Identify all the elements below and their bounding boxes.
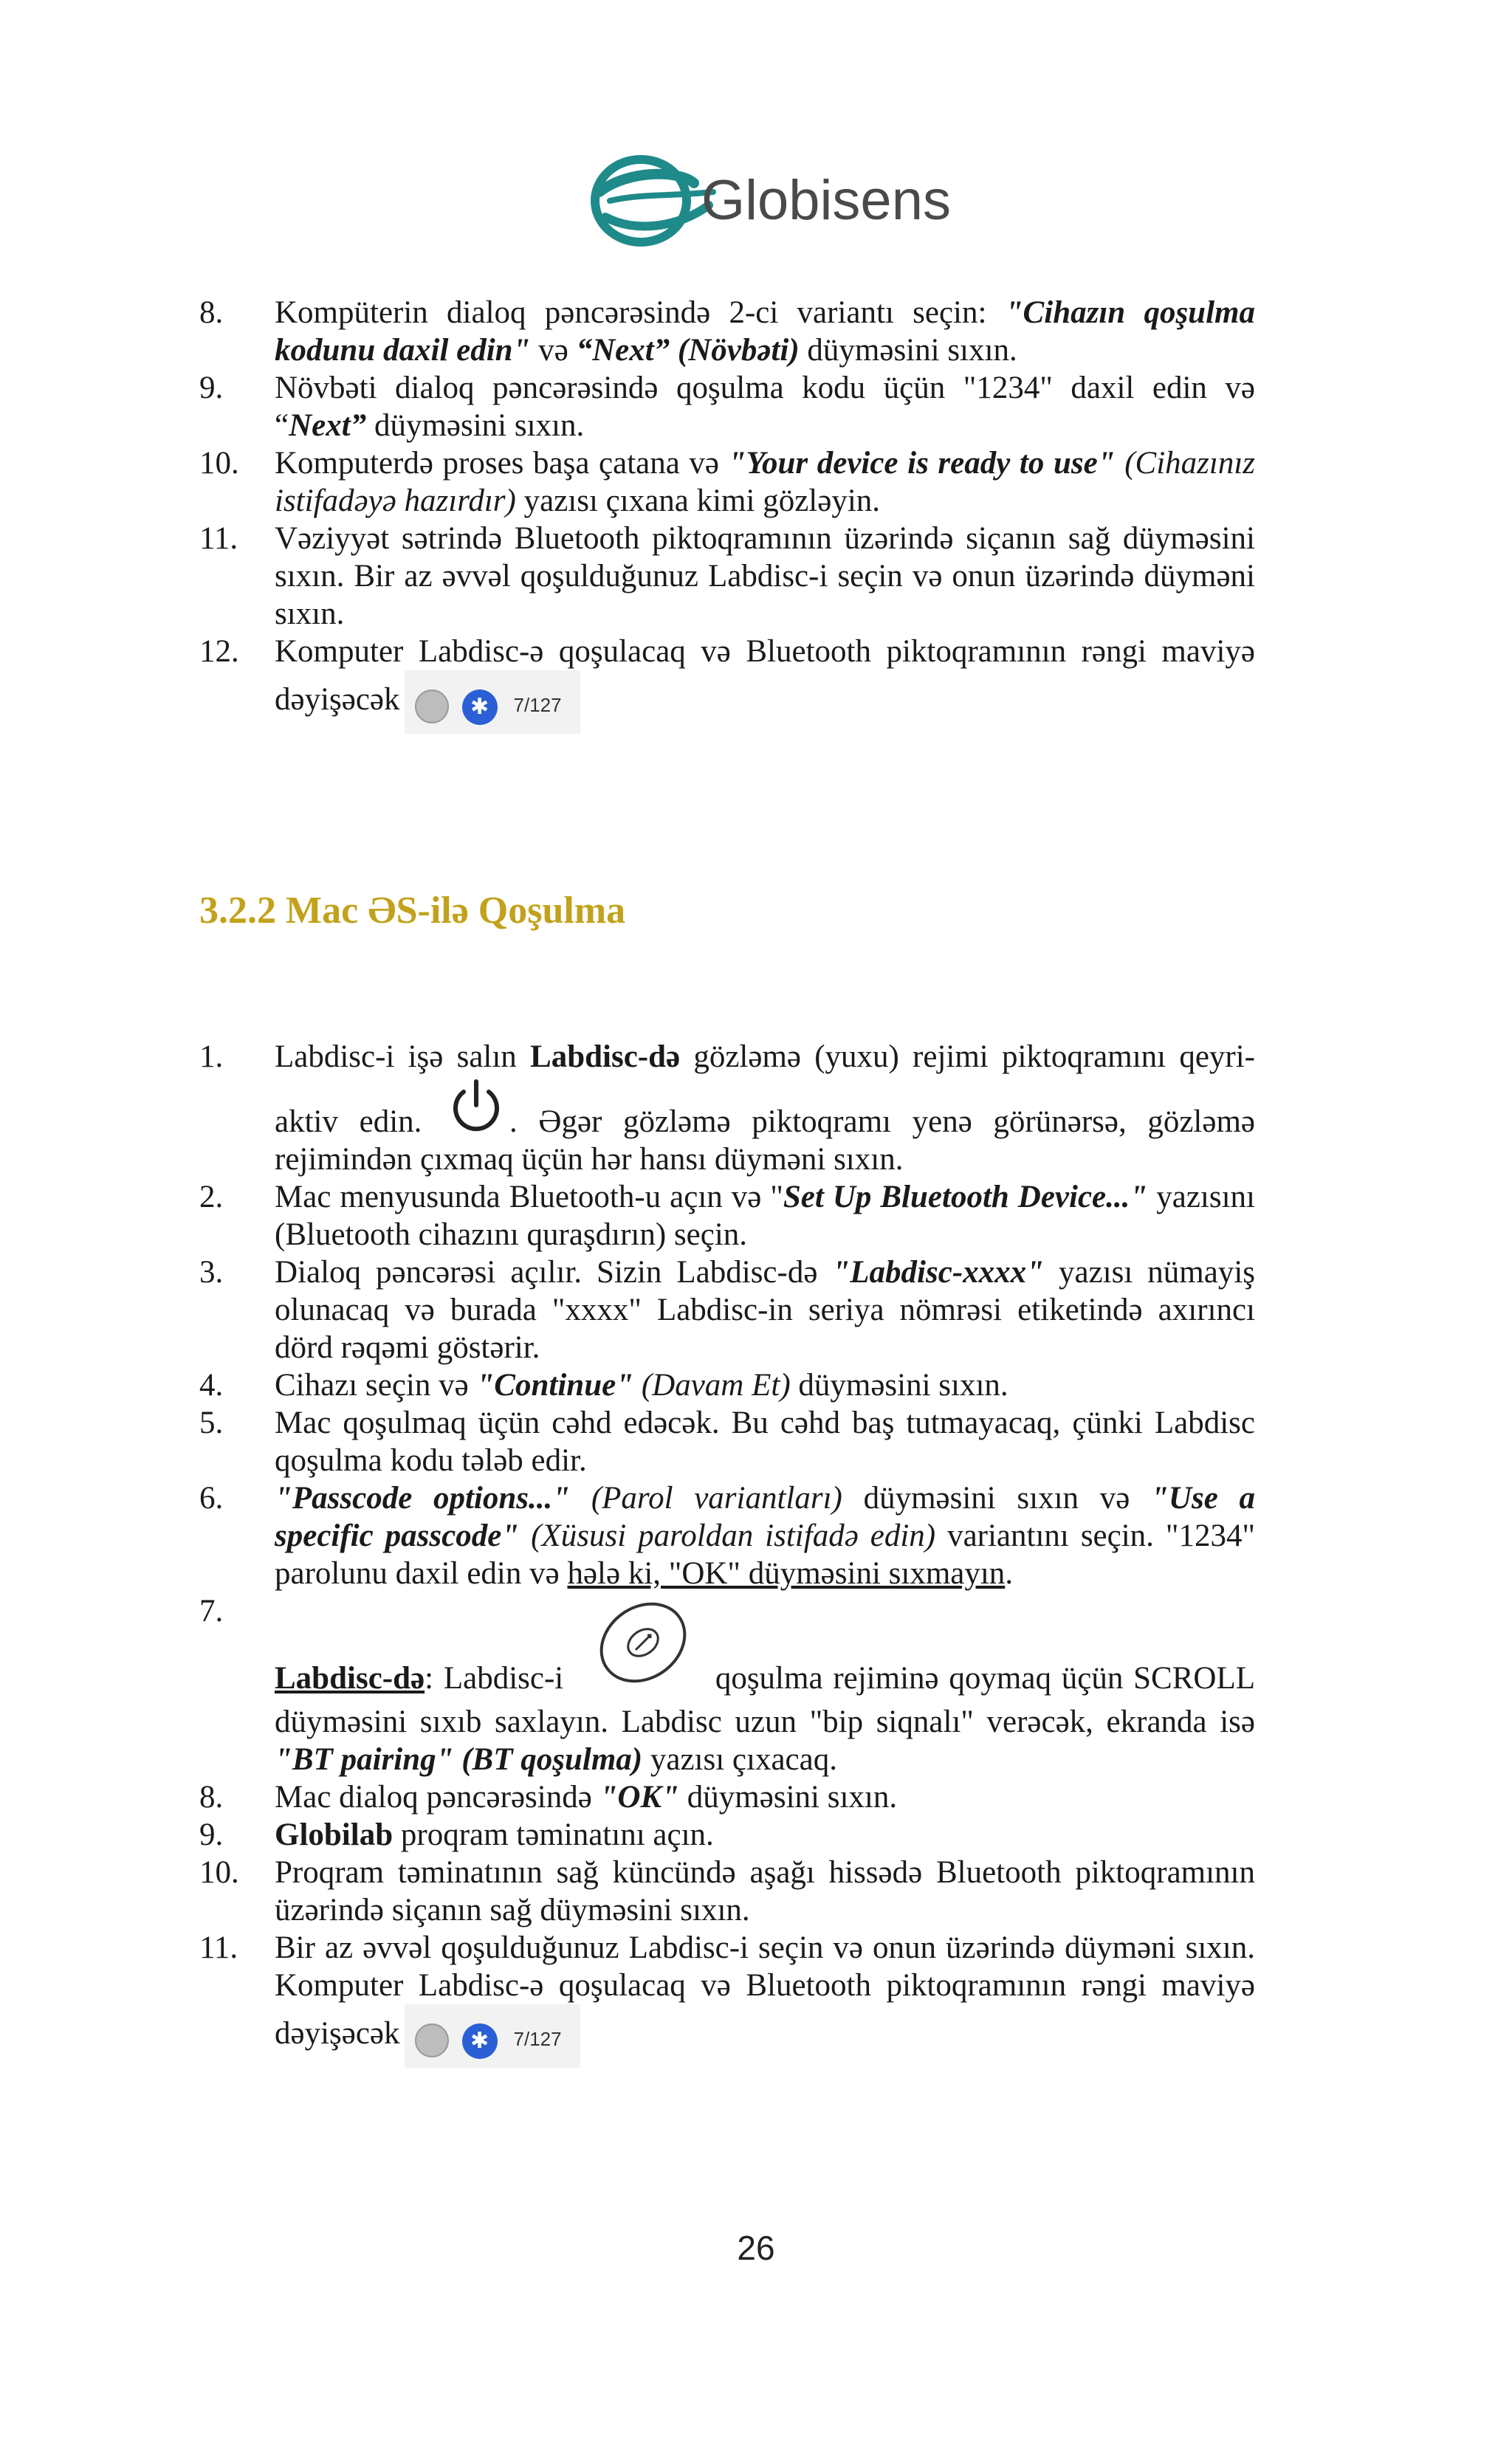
text-run — [633, 1368, 642, 1403]
text-run: "Continue" — [476, 1368, 634, 1403]
bluetooth-status-image — [405, 670, 580, 734]
bluetooth-icon: ✱ — [462, 2023, 498, 2059]
list-number: 2. — [199, 1180, 224, 1214]
bluetooth-icon: ✱ — [462, 690, 498, 725]
text-run: Növbəti dialoq pəncərəsində qoşulma kodu üçün "1234" daxil edin və “ — [275, 371, 1255, 443]
text-run: Labdisc-də — [275, 1661, 425, 1696]
text-run: düyməsini sıxın və — [842, 1481, 1152, 1516]
text-run: hələ ki, "OK" düyməsini sıxmayın — [567, 1556, 1006, 1591]
globisens-logo — [583, 140, 951, 258]
text-run: : Labdisc-i — [425, 1661, 574, 1696]
text-run: qoşulma rejiminə qoymaq üçün SCROLL düyməsini sıxıb saxlayın. Labdisc uzun "bip siqnalı" verəcək, ekranda isə — [275, 1661, 1255, 1739]
list-item — [199, 1592, 1255, 1778]
list-item — [199, 294, 1255, 369]
logo-wordmark: Globisens — [701, 169, 951, 232]
text-run: düyməsini sıxın. — [366, 408, 585, 443]
text-run: "Your device is ready to use" — [728, 446, 1116, 481]
text-run: düyməsini sıxın. — [679, 1780, 898, 1815]
network-globe-icon — [415, 690, 449, 723]
text-run — [519, 1519, 531, 1553]
power-icon — [446, 1076, 506, 1136]
text-run: Bir az əvvəl qoşulduğunuz Labdisc-i seçin və onun üzərində düyməni sıxın. Komputer Labdisc-ə qoşulacaq və Bluetooth piktoqramının rəngi maviyə dəyişəcək — [275, 1930, 1255, 2051]
steps-list-mac — [199, 1038, 1255, 2068]
steps-list-windows — [199, 294, 1255, 734]
list-number: 8. — [199, 1780, 224, 1815]
text-run: "Passcode options..." — [275, 1481, 571, 1516]
text-run: Labdisc-də — [530, 1039, 681, 1074]
list-item — [199, 520, 1255, 633]
text-run: düyməsini sıxın. — [799, 333, 1017, 368]
text-run: Vəziyyət sətrində Bluetooth piktoqramının üzərində siçanın sağ düyməsini sıxın. Bir az əvvəl qoşulduğunuz Labdisc-i seçin və onun üzərində düyməni sıxın. — [275, 521, 1255, 631]
list-item — [199, 1816, 1255, 1854]
bluetooth-status-image — [405, 2004, 580, 2068]
text-run: Globilab — [275, 1818, 394, 1852]
text-run: variantını seçin. "1234" parolunu daxil edin və — [275, 1519, 1255, 1591]
list-number: 6. — [199, 1481, 224, 1516]
list-number: 12. — [199, 634, 239, 669]
list-item — [199, 633, 1255, 734]
text-run: Mac menyusunda Bluetooth-u açın və " — [275, 1180, 783, 1214]
bluetooth-count: 7/127 — [513, 2028, 562, 2050]
text-run: Set Up Bluetooth Device..." — [783, 1180, 1148, 1214]
list-item — [199, 444, 1255, 520]
list-item — [199, 1038, 1255, 1178]
text-run: "Cihazın qoşulma kodunu daxil edin" — [275, 295, 1255, 368]
text-run: "OK" — [599, 1780, 680, 1815]
text-run: Dialoq pəncərəsi açılır. Sizin Labdisc-də — [275, 1255, 833, 1290]
text-run: "Labdisc-xxxx" — [832, 1255, 1045, 1290]
bluetooth-count: 7/127 — [513, 694, 562, 716]
text-run: Labdisc-i işə salın — [275, 1039, 531, 1074]
network-globe-icon — [415, 2023, 449, 2057]
text-run: (Cihazınız istifadəyə hazırdır) — [275, 446, 1255, 518]
text-run: (Xüsusi paroldan istifadə edin) — [531, 1519, 936, 1553]
text-run: Komputerdə proses başa çatana və — [275, 446, 729, 481]
text-run: yazısını (Bluetooth cihazını quraşdırın) seçin. — [275, 1180, 1255, 1252]
text-run: yazısı çıxacaq. — [642, 1742, 837, 1777]
list-number: 7. — [199, 1594, 224, 1629]
text-run: Komputer Labdisc-ə qoşulacaq və Bluetooth piktoqramının rəngi maviyə dəyişəcək — [275, 634, 1255, 717]
list-item — [199, 1254, 1255, 1366]
text-run: yazısı çıxana kimi gözləyin. — [515, 484, 881, 518]
list-number: 9. — [199, 371, 224, 405]
list-number: 10. — [199, 446, 239, 481]
text-run: (Parol variantları) — [591, 1481, 842, 1516]
text-run: "BT pairing" (BT qoşulma) — [275, 1742, 643, 1777]
text-run: proqram təminatını açın. — [393, 1818, 714, 1852]
list-item — [199, 1929, 1255, 2068]
list-item — [199, 1366, 1255, 1404]
list-number: 11. — [199, 1930, 238, 1965]
list-number: 11. — [199, 521, 238, 556]
text-run: Kompüterin dialoq pəncərəsində 2-ci variantı seçin: — [275, 295, 1006, 330]
text-run: və — [530, 333, 577, 368]
text-run: Next” — [289, 408, 367, 443]
text-run: Mac qoşulmaq üçün cəhd edəcək. Bu cəhd baş tutmayacaq, çünki Labdisc qoşulma kodu tələb edir. — [275, 1406, 1255, 1478]
list-number: 3. — [199, 1255, 224, 1290]
text-run: Proqram təminatının sağ küncündə aşağı hissədə Bluetooth piktoqramının üzərində siçanın sağ düyməsini sıxın. — [275, 1855, 1255, 1928]
text-run: "Use a specific passcode" — [275, 1481, 1255, 1553]
text-run: . — [1005, 1556, 1014, 1591]
section-title: 3.2.2 Mac ƏS-ilə Qoşulma — [199, 890, 626, 932]
text-run: Cihazı seçin və — [275, 1368, 477, 1403]
text-run — [1116, 446, 1125, 481]
list-number: 5. — [199, 1406, 224, 1440]
text-run: “Next” (Növbəti) — [576, 333, 800, 368]
list-number: 1. — [199, 1039, 224, 1074]
page-number: 26 — [737, 2229, 775, 2267]
text-run: . Əgər gözləmə piktoqramı yenə görünərsə, gözləmə rejimindən çıxmaq üçün hər hansı düyməni sıxın. — [275, 1104, 1255, 1177]
text-run — [570, 1481, 591, 1516]
list-number: 8. — [199, 295, 224, 330]
list-number: 10. — [199, 1855, 239, 1890]
scroll-button-icon — [584, 1592, 695, 1703]
list-item — [199, 1404, 1255, 1479]
list-item — [199, 1178, 1255, 1254]
list-number: 9. — [199, 1818, 224, 1852]
list-number: 4. — [199, 1368, 224, 1403]
text-run: (Davam Et) — [641, 1368, 791, 1403]
list-item — [199, 1479, 1255, 1592]
list-item — [199, 1854, 1255, 1929]
text-run: düyməsini sıxın. — [790, 1368, 1008, 1403]
list-item — [199, 369, 1255, 444]
text-run: yazısı nümayiş olunacaq və burada "xxxx" Labdisc-in seriya nömrəsi etiketində axırıncı dörd rəqəmi göstərir. — [275, 1255, 1256, 1365]
list-item — [199, 1778, 1255, 1816]
text-run: gözləmə (yuxu) rejimi piktoqramını qeyri-aktiv edin. — [275, 1039, 1255, 1139]
text-run: Mac dialoq pəncərəsində — [275, 1780, 600, 1815]
